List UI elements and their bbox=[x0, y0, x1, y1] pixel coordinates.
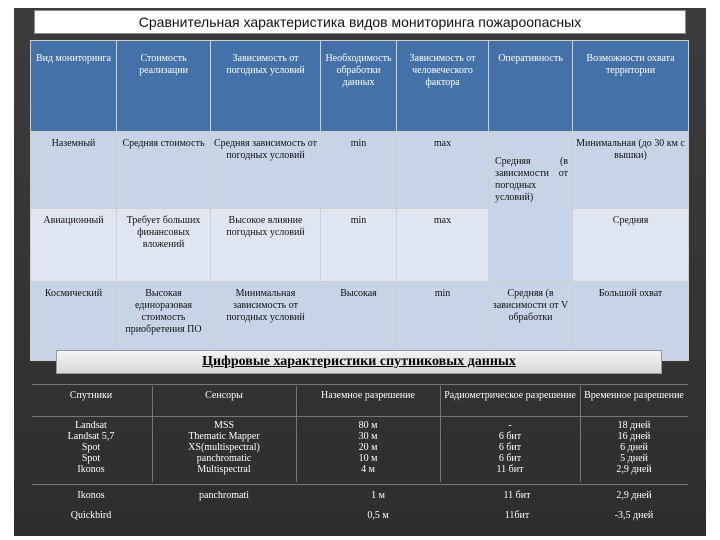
ground-value: 10 м bbox=[358, 453, 378, 464]
extra-radiometric: 11бит bbox=[504, 510, 530, 521]
radiometric-value: 11 бит bbox=[496, 464, 524, 475]
satellite-name: Spot bbox=[81, 453, 101, 464]
table2-group-line bbox=[32, 484, 688, 485]
column-divider bbox=[580, 386, 581, 482]
table-header-row bbox=[31, 41, 689, 132]
satellite-name: Landsat bbox=[75, 420, 107, 431]
table2-header-line bbox=[32, 416, 688, 417]
row-processing: Высокая bbox=[321, 282, 397, 361]
ground-value: 20 м bbox=[358, 442, 378, 453]
header-ground: Наземное разрешение bbox=[321, 390, 415, 401]
extra-temporal: -3,5 дней bbox=[614, 510, 654, 521]
row-speed: Средняя (в зависимости от V обработки bbox=[489, 282, 573, 361]
extra-radiometric: 11 бит bbox=[503, 490, 531, 501]
header-cell: Необходимость обработки данных bbox=[321, 41, 397, 132]
table-row bbox=[31, 132, 689, 209]
sensor-name: XS(multispectral) bbox=[188, 442, 260, 453]
temporal-value: 16 дней bbox=[617, 431, 651, 442]
row-weather: Минимальная зависимость от погодных условий bbox=[211, 282, 321, 361]
row-cost: Высокая единоразовая стоимость приобретения ПО bbox=[117, 282, 211, 361]
header-radiometric: Радиометрическое разрешение bbox=[444, 390, 576, 401]
merged-speed-cell bbox=[489, 132, 573, 282]
header-cell: Зависимость от погодных условий bbox=[211, 41, 321, 132]
header-sensors: Сенсоры bbox=[205, 390, 243, 401]
ground-value: 80 м bbox=[358, 420, 378, 431]
satellite-list bbox=[32, 420, 150, 475]
satellite-name: Spot bbox=[81, 442, 101, 453]
extra-temporal: 2,9 дней bbox=[616, 490, 652, 501]
radiometric-value: - bbox=[508, 420, 512, 431]
header-cell: Оперативность bbox=[489, 41, 573, 132]
radiometric-list bbox=[442, 420, 578, 475]
header-cell: Возможности охвата территории bbox=[573, 41, 689, 132]
row-cost: Средняя стоимость bbox=[117, 132, 211, 209]
sensor-name: MSS bbox=[213, 420, 234, 431]
temporal-value: 5 дней bbox=[620, 453, 648, 464]
ground-value: 4 м bbox=[361, 464, 375, 475]
row-human: min bbox=[397, 282, 489, 361]
table-row bbox=[31, 282, 689, 361]
temporal-list bbox=[582, 420, 686, 475]
temporal-value: 2,9 дней bbox=[616, 464, 652, 475]
extra-ground: 0,5 м bbox=[367, 510, 389, 521]
header-temporal: Временное разрешение bbox=[584, 390, 684, 401]
satellite-name: Ikonos bbox=[77, 464, 105, 475]
merged-speed-text: Средняя (в зависимости от погодных условий) bbox=[495, 156, 568, 203]
column-divider bbox=[152, 386, 153, 482]
row-processing: min bbox=[321, 132, 397, 209]
row-type: Авиационный bbox=[31, 209, 117, 282]
section-subtitle: Цифровые характеристики спутниковых данных bbox=[56, 350, 662, 374]
radiometric-value: 6 бит bbox=[498, 431, 522, 442]
temporal-value: 18 дней bbox=[617, 420, 651, 431]
comparison-table bbox=[30, 40, 689, 361]
extra-sensor: panchromati bbox=[199, 490, 249, 501]
header-cell: Вид мониторинга bbox=[31, 41, 117, 132]
row-processing: min bbox=[321, 209, 397, 282]
sensor-name: Thematic Mapper bbox=[188, 431, 260, 442]
row-weather: Средняя зависимость от погодных условий bbox=[211, 132, 321, 209]
row-cost: Требует больших финансовых вложений bbox=[117, 209, 211, 282]
radiometric-value: 6 бит bbox=[498, 453, 522, 464]
radiometric-value: 6 бит bbox=[498, 442, 522, 453]
sensor-name: panchromatic bbox=[196, 453, 252, 464]
extra-satellite: Quickbird bbox=[70, 510, 112, 521]
row-coverage: Большой охват bbox=[573, 282, 689, 361]
ground-value: 30 м bbox=[358, 431, 378, 442]
extra-satellite: Ikonos bbox=[77, 490, 105, 501]
column-divider bbox=[296, 386, 297, 482]
row-coverage: Средняя bbox=[573, 209, 689, 282]
page-title: Сравнительная характеристика видов мониторинга пожароопасных bbox=[34, 10, 686, 34]
table-row bbox=[31, 209, 689, 282]
sensor-name: Multispectral bbox=[197, 464, 251, 475]
header-cell: Стоимость реализации bbox=[117, 41, 211, 132]
row-coverage: Минимальная (до 30 км с вышки) bbox=[573, 132, 689, 209]
ground-resolution-list bbox=[298, 420, 438, 475]
row-human: max bbox=[397, 209, 489, 282]
row-human: max bbox=[397, 132, 489, 209]
table2-top-line bbox=[32, 384, 688, 385]
header-satellites: Спутники bbox=[69, 390, 113, 401]
row-weather: Высокое влияние погодных условий bbox=[211, 209, 321, 282]
header-cell: Зависимость от человеческого фактора bbox=[397, 41, 489, 132]
satellite-name: Landsat 5,7 bbox=[67, 431, 115, 442]
row-type: Наземный bbox=[31, 132, 117, 209]
row-type: Космический bbox=[31, 282, 117, 361]
temporal-value: 6 дней bbox=[620, 442, 648, 453]
column-divider bbox=[440, 386, 441, 482]
sensor-list bbox=[154, 420, 294, 475]
extra-ground: 1 м bbox=[371, 490, 385, 501]
